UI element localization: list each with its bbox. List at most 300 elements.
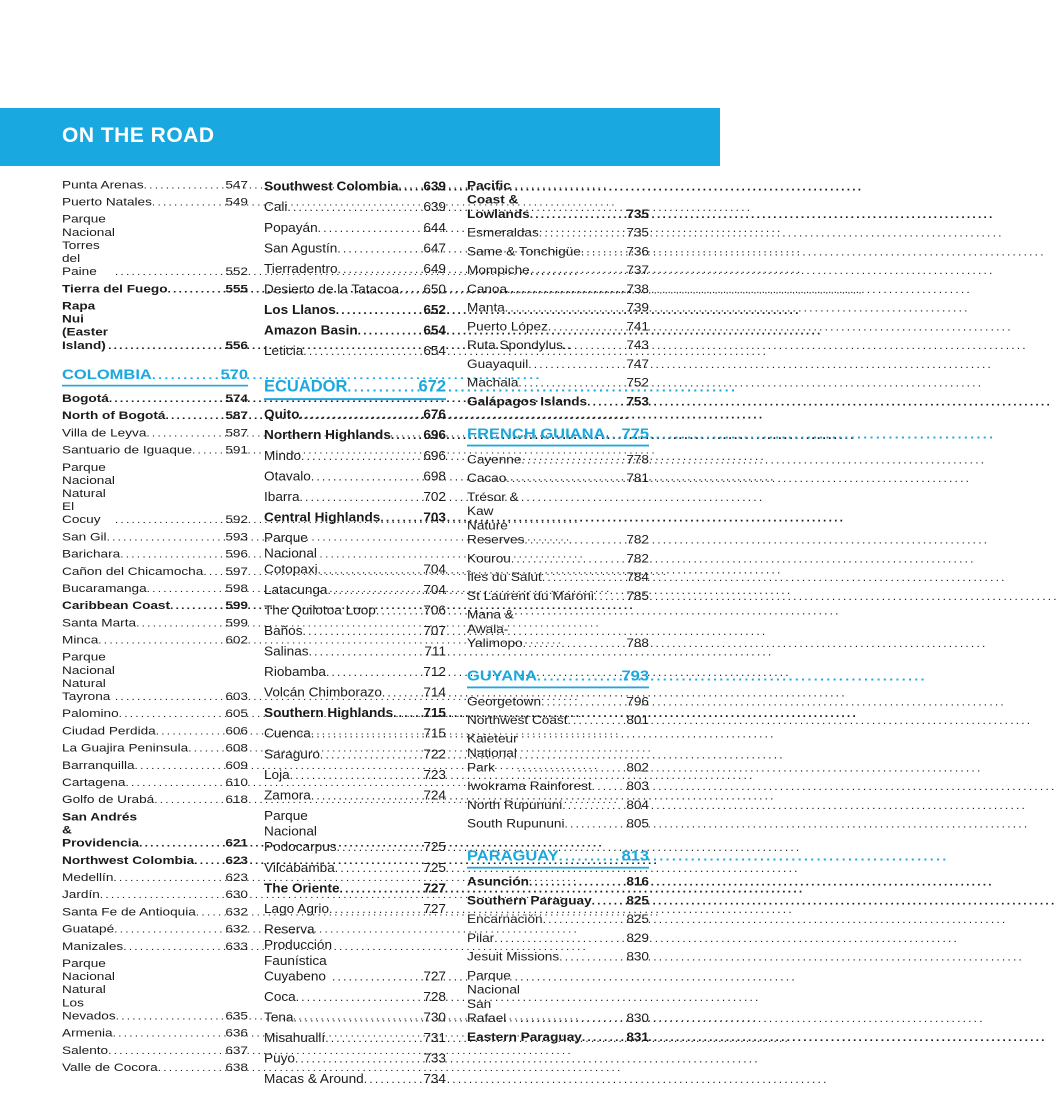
page-number: 605 (225, 707, 248, 720)
dot-leader (594, 589, 626, 603)
page-number: 723 (423, 767, 446, 782)
entry-name: Valle de Cocora (62, 1061, 158, 1074)
dot-leader (303, 343, 423, 359)
toc-entry[interactable] (264, 661, 446, 682)
page-number: 654 (423, 322, 446, 338)
page-number: 621 (225, 836, 248, 850)
page-number: 599 (225, 599, 248, 612)
page-number: 587 (225, 426, 248, 439)
toc-entry[interactable] (62, 903, 248, 920)
dot-leader (107, 531, 226, 544)
toc-region-entry[interactable] (62, 297, 248, 353)
toc-entry[interactable] (467, 777, 649, 796)
entry-name-line: Kaieteur (467, 732, 518, 746)
page-number: 608 (225, 741, 248, 755)
dot-leader (562, 798, 626, 812)
dot-leader (529, 875, 626, 889)
toc-entry[interactable] (62, 886, 248, 903)
page-number: 654 (423, 343, 446, 359)
page-number: 801 (626, 713, 649, 727)
toc-entry[interactable] (467, 587, 649, 606)
toc-entry[interactable] (264, 898, 446, 919)
entry-name: Puerto López (467, 319, 548, 334)
page-number: 737 (626, 263, 649, 277)
dot-leader (192, 444, 225, 457)
entry-name: Desierto de la Tatacoa (264, 281, 400, 297)
entry-name: Same & Tonchigüe (467, 244, 581, 259)
page-number: 606 (225, 724, 248, 737)
entry-name (467, 969, 520, 1026)
toc-entry[interactable] (264, 620, 446, 641)
entry-name: Southwest Colombia (264, 178, 399, 194)
toc-region-entry[interactable] (264, 425, 446, 446)
page-number: 652 (423, 302, 446, 317)
toc-region-entry[interactable] (264, 878, 446, 899)
dot-leader (587, 395, 626, 409)
toc-entry[interactable] (62, 424, 248, 441)
entry-name: Popayán (264, 220, 318, 235)
toc-entry[interactable] (264, 857, 446, 878)
page-number: 637 (225, 1043, 248, 1057)
page-number: 747 (626, 357, 649, 371)
toc-entry[interactable] (264, 1068, 446, 1089)
entry-name: Ciudad Perdida (62, 724, 156, 737)
dot-leader (520, 1011, 626, 1025)
toc-entry[interactable] (264, 279, 446, 300)
toc-entry[interactable] (264, 197, 446, 218)
entry-name: Saraguro (264, 746, 320, 762)
page-number: 830 (626, 1011, 649, 1025)
page-number: 555 (225, 282, 248, 295)
toc-entry[interactable] (467, 795, 649, 814)
dot-leader (194, 854, 225, 867)
entry-name-line: Natural Los Nevados (62, 983, 116, 1022)
entry-name: Medellín (62, 871, 114, 884)
toc-region-entry[interactable] (62, 390, 248, 407)
country-heading[interactable] (467, 653, 649, 689)
entry-name: Santuario de Iguaque (62, 443, 193, 457)
dot-leader (147, 582, 226, 595)
entry-name-line: Parque Nacional (264, 530, 317, 561)
page-number: 609 (225, 758, 248, 772)
dot-leader (158, 1061, 226, 1074)
country-name: GUYANA (467, 667, 537, 684)
page-number: 574 (225, 392, 248, 405)
toc-entry[interactable] (62, 920, 248, 937)
toc-entry[interactable] (62, 176, 248, 193)
country-name: COLOMBIA (62, 367, 152, 383)
page-number: 650 (423, 281, 446, 297)
toc-entry[interactable] (62, 937, 248, 954)
entry-name: Kourou (467, 551, 511, 566)
dot-leader (168, 282, 226, 295)
toc-entry[interactable] (264, 723, 446, 744)
entry-name: Puerto Natales (62, 195, 152, 208)
toc-region-entry[interactable] (62, 808, 248, 851)
toc-entry[interactable] (467, 373, 649, 392)
toc-entry[interactable] (62, 774, 248, 791)
entry-name: Manta (467, 300, 505, 315)
page-number: 743 (626, 338, 649, 352)
page-number: 782 (626, 533, 649, 547)
toc-entry[interactable] (467, 223, 649, 242)
page-number: 825 (626, 912, 649, 926)
dot-leader (109, 392, 225, 405)
toc-entry[interactable] (467, 692, 649, 711)
dot-leader (530, 263, 627, 277)
toc-entry[interactable] (264, 682, 446, 703)
dot-leader (559, 847, 622, 865)
entry-name: Cali (264, 199, 288, 215)
entry-name: Canoa (467, 282, 508, 296)
entry-name: Leticia (264, 343, 304, 359)
toc-entry[interactable] (264, 445, 446, 466)
dot-leader (380, 510, 423, 526)
toc-entry[interactable] (264, 764, 446, 785)
toc-region-entry[interactable] (264, 176, 446, 197)
toc-entry[interactable] (264, 785, 446, 806)
toc-entry[interactable] (467, 568, 649, 587)
toc-entry[interactable] (467, 336, 649, 355)
toc-region-entry[interactable] (264, 320, 446, 341)
toc-entry[interactable] (264, 486, 446, 507)
dot-leader (505, 301, 627, 315)
dot-leader (563, 338, 626, 352)
toc-entry[interactable] (62, 193, 248, 210)
entry-name: Misahuallí (264, 1030, 326, 1045)
toc-entry[interactable] (264, 258, 446, 279)
toc-region-entry[interactable] (62, 407, 248, 424)
toc-entry[interactable] (62, 869, 248, 886)
toc-entry[interactable] (62, 528, 248, 545)
toc-entry[interactable] (62, 955, 248, 1025)
entry-name-line: Parque Nacional (264, 808, 317, 839)
page-number: 598 (225, 582, 248, 595)
toc-region-entry[interactable] (467, 1027, 649, 1046)
page-number: 793 (621, 667, 649, 684)
toc-entry[interactable] (467, 966, 649, 1028)
page-number: 556 (225, 338, 248, 352)
entry-name-line: Cotopaxi (264, 561, 318, 577)
page-number: 829 (626, 931, 649, 945)
toc-entry[interactable] (467, 605, 649, 652)
toc-region-entry[interactable] (264, 507, 446, 528)
toc-entry[interactable] (467, 261, 649, 280)
toc-region-entry[interactable] (467, 872, 649, 891)
entry-name: Îles du Salut (467, 570, 542, 584)
toc-region-entry[interactable] (467, 891, 649, 910)
toc-entry[interactable] (467, 711, 649, 730)
toc-entry[interactable] (62, 458, 248, 528)
entry-name: Golfo de Urabá (62, 793, 155, 806)
toc-entry[interactable] (467, 910, 649, 929)
page-number: 597 (225, 564, 248, 578)
entry-name: Cayenne (467, 452, 522, 467)
page-number: 672 (418, 377, 446, 396)
toc-region-entry[interactable] (264, 702, 446, 723)
entry-name: Villa de Leyva (62, 426, 147, 439)
page-number: 727 (423, 901, 446, 916)
toc-entry[interactable] (467, 814, 649, 833)
entry-name: Bogotá (62, 392, 109, 405)
toc-region-entry[interactable] (62, 597, 248, 614)
toc-entry[interactable] (467, 729, 649, 776)
dot-leader (391, 428, 423, 444)
entry-name: Vilcabamba (264, 860, 335, 875)
toc-entry[interactable] (62, 441, 248, 458)
page-number: 639 (423, 199, 446, 215)
dot-leader (290, 767, 424, 783)
toc-entry[interactable] (62, 210, 248, 280)
dot-leader (123, 940, 225, 953)
toc-entry[interactable] (264, 986, 446, 1007)
entry-name: Los Llanos (264, 302, 336, 317)
entry-name: Santa Fe de Antioquia (62, 905, 196, 918)
page-number: 712 (423, 664, 446, 680)
entry-name: North Rupununi (467, 798, 563, 812)
entry-name: San Agustín (264, 240, 338, 256)
entry-name: Mindo (264, 448, 302, 463)
entry-name: Otavalo (264, 468, 311, 484)
entry-name: Northwest Coast (467, 713, 568, 727)
entry-name (467, 608, 523, 651)
toc-region-entry[interactable] (264, 404, 446, 425)
toc-entry[interactable] (264, 805, 446, 857)
page-number: 592 (225, 513, 248, 526)
entry-name (62, 213, 115, 279)
dot-leader (518, 761, 627, 775)
toc-entry[interactable] (467, 298, 649, 317)
toc-entry[interactable] (62, 757, 248, 774)
page-number: 706 (423, 602, 446, 618)
toc-column-2 (264, 176, 446, 1089)
dot-leader (287, 199, 423, 215)
toc-entry[interactable] (467, 487, 649, 549)
toc-entry[interactable] (264, 919, 446, 987)
dot-leader (325, 1030, 423, 1046)
dot-leader (100, 888, 226, 901)
toc-entry[interactable] (62, 545, 248, 562)
dot-leader (115, 690, 225, 703)
entry-name-line: Awala-Yalimopo (467, 622, 523, 650)
toc-region-entry[interactable] (62, 280, 248, 297)
entry-name: The Quilotoa Loop (264, 602, 376, 618)
entry-name: Riobamba (264, 664, 326, 680)
dot-leader (108, 339, 225, 352)
entry-name-line: Natural El Cocuy (62, 487, 106, 526)
page-number: 623 (225, 853, 248, 867)
entry-name: Guatapé (62, 922, 115, 936)
dot-leader (311, 726, 423, 742)
toc-entry[interactable] (62, 631, 248, 648)
country-heading[interactable] (467, 833, 649, 869)
entry-name-line: Natural Tayrona (62, 677, 111, 703)
toc-entry[interactable] (62, 1059, 248, 1076)
toc-entry[interactable] (264, 600, 446, 621)
dot-leader (337, 839, 424, 855)
toc-entry[interactable] (467, 469, 649, 488)
page-number: 738 (626, 282, 649, 296)
dot-leader (165, 409, 225, 422)
toc-entry[interactable] (62, 614, 248, 631)
page-number: 711 (424, 643, 446, 659)
dot-leader (523, 637, 627, 651)
entry-name: Southern Paraguay (467, 893, 592, 907)
country-heading[interactable] (264, 361, 446, 400)
toc-entry[interactable] (467, 947, 649, 966)
entry-name (62, 957, 116, 1023)
dot-leader (338, 261, 424, 277)
entry-name: Salinas (264, 643, 309, 659)
page-number: 733 (423, 1050, 446, 1066)
page-number: 715 (423, 705, 446, 721)
page-number: 830 (626, 949, 649, 964)
toc-entry[interactable] (467, 928, 649, 947)
dot-leader (116, 1010, 226, 1023)
dot-leader (113, 1027, 226, 1040)
dot-leader (347, 377, 418, 397)
dot-leader (108, 1044, 225, 1057)
dot-leader (398, 179, 423, 195)
toc-entry[interactable] (264, 466, 446, 487)
toc-entry[interactable] (264, 1027, 446, 1048)
entry-name: The Oriente (264, 880, 340, 896)
entry-name: Cacao (467, 471, 507, 485)
toc-entry[interactable] (264, 217, 446, 238)
entry-name: Zamora (264, 787, 311, 803)
entry-name (62, 300, 108, 352)
page-number: 635 (225, 1009, 248, 1022)
section-banner (0, 108, 720, 166)
toc-entry[interactable] (467, 450, 649, 469)
toc-entry[interactable] (62, 739, 248, 756)
entry-name: Coca (264, 989, 296, 1004)
toc-entry[interactable] (264, 744, 446, 765)
dot-leader (115, 513, 225, 526)
toc-region-entry[interactable] (467, 392, 649, 411)
toc-entry[interactable] (467, 317, 649, 336)
entry-name-line: Rapa Nui (62, 299, 96, 326)
page-number: 816 (626, 874, 649, 889)
entry-name: Esmeraldas (467, 225, 539, 240)
dot-leader (154, 793, 225, 806)
dot-leader (114, 923, 225, 936)
toc-entry[interactable] (264, 641, 446, 662)
entry-name: Santa Marta (62, 616, 137, 629)
toc-entry[interactable] (264, 527, 446, 579)
toc-entry[interactable] (264, 579, 446, 600)
dot-leader (136, 617, 225, 630)
page-number: 639 (423, 178, 446, 194)
dot-leader (382, 685, 423, 701)
dot-leader (543, 912, 627, 926)
toc-entry[interactable] (62, 580, 248, 597)
entry-name: Bucaramanga (62, 582, 147, 595)
toc-entry[interactable] (62, 1024, 248, 1041)
entry-name-line: Trésor & Kaw (467, 490, 519, 518)
toc-entry[interactable] (467, 280, 649, 299)
dot-leader (318, 562, 424, 578)
entry-name: Mompiche (467, 263, 530, 277)
entry-name: Northwest Colombia (62, 853, 195, 867)
toc-region-entry[interactable] (467, 176, 649, 223)
toc-entry[interactable] (62, 562, 248, 579)
dot-leader (135, 759, 226, 772)
toc-entry[interactable] (62, 791, 248, 808)
dot-leader (565, 817, 627, 831)
toc-entry[interactable] (264, 238, 446, 259)
page-number: 570 (220, 367, 248, 383)
entry-name (467, 179, 530, 222)
toc-entry[interactable] (62, 722, 248, 739)
page-number: 775 (621, 425, 649, 442)
page-number: 784 (626, 570, 649, 584)
toc-region-entry[interactable] (264, 299, 446, 320)
toc-entry[interactable] (467, 355, 649, 374)
toc-region-entry[interactable] (62, 852, 248, 869)
entry-name: Jardín (62, 888, 100, 901)
entry-name: Eastern Paraguay (467, 1030, 582, 1044)
entry-name: Jesuit Missions (467, 949, 560, 964)
entry-name: Latacunga (264, 582, 328, 597)
entry-name: North of Bogotá (62, 409, 166, 422)
page-number: 644 (423, 220, 446, 235)
toc-entry[interactable] (467, 549, 649, 568)
toc-entry[interactable] (62, 705, 248, 722)
toc-entry[interactable] (467, 242, 649, 261)
toc-entry[interactable] (62, 648, 248, 704)
dot-leader (582, 1030, 626, 1044)
dot-leader (530, 207, 627, 221)
page-number: 618 (225, 793, 248, 806)
dot-leader (146, 427, 225, 440)
dot-leader (340, 881, 424, 897)
entry-name: Volcán Chimborazo (264, 684, 382, 700)
entry-name: Encarnación (467, 912, 543, 926)
dot-leader (144, 178, 226, 191)
page-number: 731 (423, 1030, 446, 1045)
dot-leader (170, 599, 225, 612)
dot-leader (335, 860, 424, 876)
page-number: 587 (225, 409, 248, 422)
toc-entry[interactable] (264, 1048, 446, 1069)
entry-name-line: Nature Reserves (467, 518, 525, 547)
section-title: ON THE ROAD (62, 124, 215, 147)
dot-leader (113, 871, 225, 884)
entry-name-line: Mana & (467, 607, 514, 622)
page-number: 782 (626, 551, 649, 566)
page-number: 602 (225, 633, 248, 646)
entry-name (62, 651, 115, 703)
toc-entry[interactable] (62, 1041, 248, 1058)
dot-leader (521, 453, 626, 467)
country-heading[interactable] (467, 411, 649, 447)
page-number: 735 (626, 225, 649, 240)
page-number: 831 (626, 1030, 649, 1044)
toc-entry[interactable] (264, 1007, 446, 1028)
dot-leader (511, 552, 626, 566)
entry-name: Pilar (467, 931, 495, 945)
dot-leader (311, 469, 423, 485)
country-heading[interactable] (62, 354, 248, 387)
page-number: 715 (423, 725, 446, 741)
page-number: 707 (423, 623, 446, 638)
entry-name: Machala (467, 375, 519, 390)
dot-leader (592, 779, 627, 793)
dot-leader (152, 196, 225, 209)
page-number: 722 (423, 746, 446, 762)
toc-entry[interactable] (264, 340, 446, 361)
